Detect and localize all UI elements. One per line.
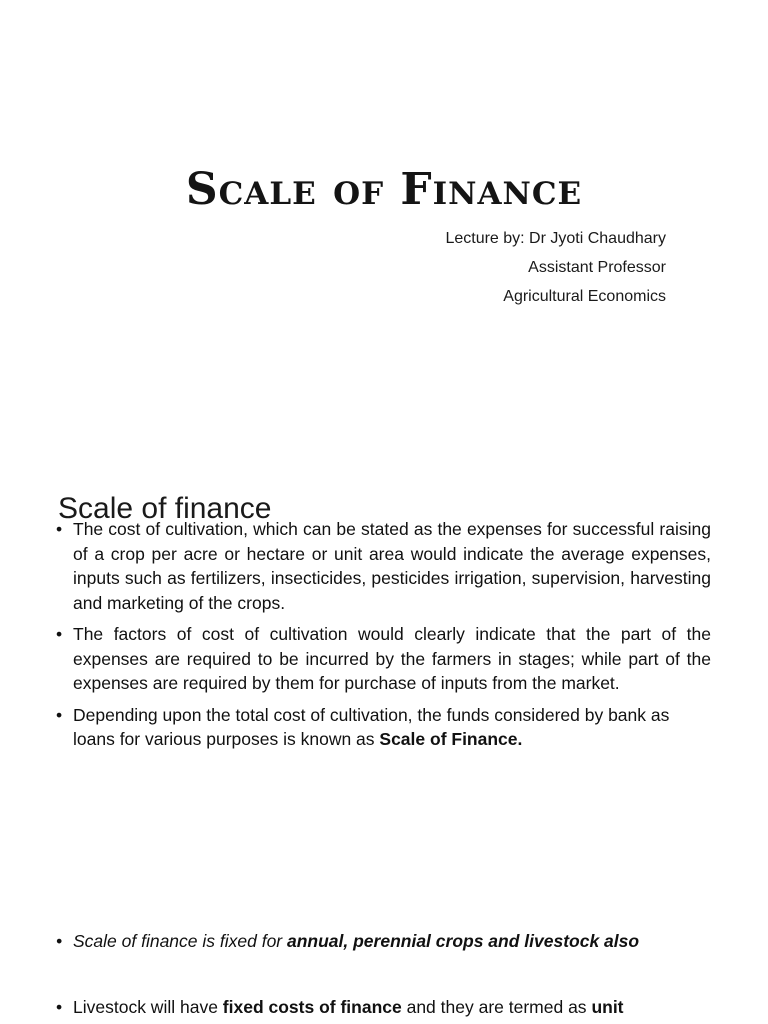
bullet-livestock-bold-a: fixed costs of finance <box>222 997 402 1017</box>
bullet-cost-of-cultivation: • The cost of cultivation, which can be stated as the expenses for successful raising of a crop per acre or hectare or unit area would indicate the average expenses, inputs such as fertilizers, insecticides, pesticides irrigation, supervision, harvesting and marketing of the crops. <box>56 517 711 615</box>
bullet-list <box>56 517 711 759</box>
bullet-fixed-for-bold: annual, perennial crops and livestock also <box>287 931 640 951</box>
bullet-fixed-for-text: Scale of finance is fixed for <box>73 931 287 951</box>
lecturer-position: Assistant Professor <box>528 259 666 276</box>
bullet-scale-definition-bold: Scale of Finance. <box>379 729 523 749</box>
bullet-livestock <box>56 995 711 1020</box>
section-heading: Scale of finance <box>58 491 272 525</box>
bullet-scale-definition-text: Depending upon the total cost of cultivation, the funds considered by bank as loans for various purposes is known as <box>73 704 670 749</box>
page-title: Scale of Finance <box>185 164 583 215</box>
title-slide <box>0 0 768 420</box>
bullet-list-fixed-for <box>56 929 711 961</box>
bullet-livestock-text-a: Livestock will have <box>73 997 223 1017</box>
bullet-scale-definition <box>56 703 711 752</box>
lecturer-name: Lecture by: Dr Jyoti Chaudhary <box>445 230 666 247</box>
bullet-livestock-bold-b: unit <box>591 997 624 1017</box>
bullet-cost-factors: • The factors of cost of cultivation would clearly indicate that the part of the expenses are required to be incurred by the farmers in stages; while part of the expenses are required by them for purchase of inputs from the market. <box>56 622 711 696</box>
bullet-livestock-text-b: and they are termed as <box>401 997 592 1017</box>
lecturer-department: Agricultural Economics <box>503 288 666 305</box>
bullet-list-livestock <box>56 995 711 1024</box>
bullet-fixed-for <box>56 929 711 954</box>
